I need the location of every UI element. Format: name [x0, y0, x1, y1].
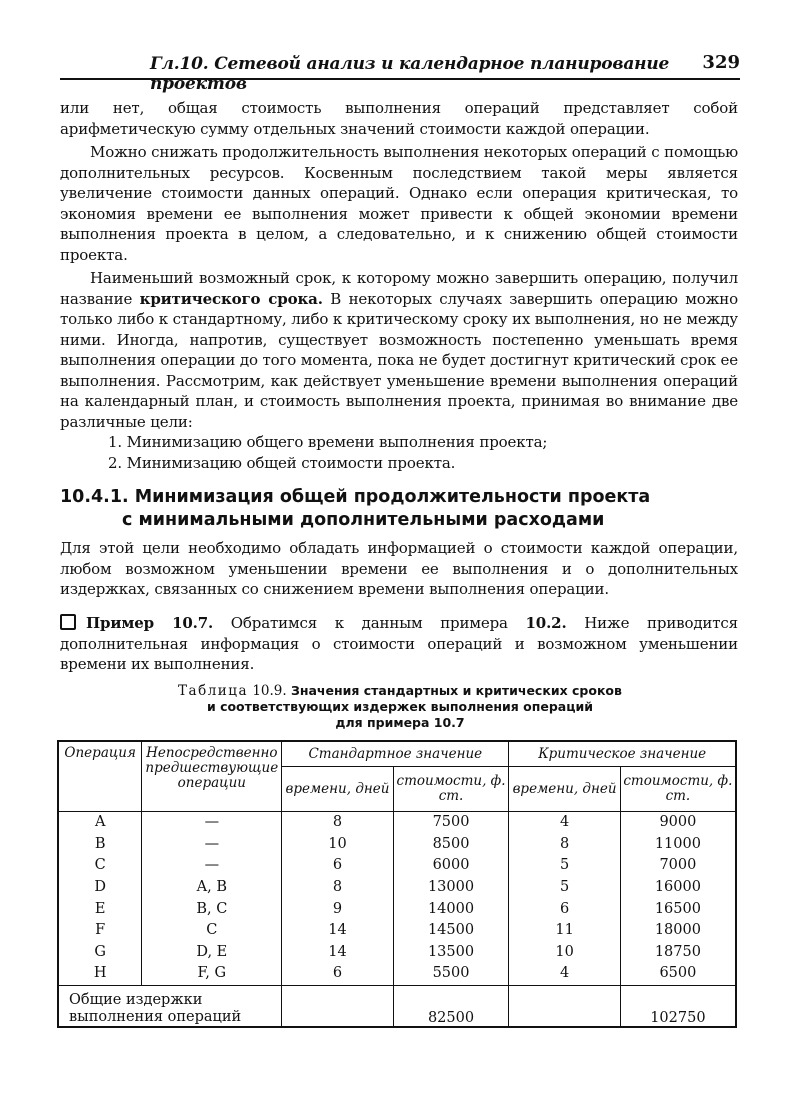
term-critical-deadline: критического срока. [139, 289, 323, 308]
running-header [60, 52, 740, 94]
table-row [58, 920, 736, 942]
table-row [58, 877, 736, 899]
cell-operation: B [58, 834, 142, 856]
total-label-line2: выполнения операций [69, 1008, 242, 1025]
cell-operation: E [58, 898, 142, 920]
cell-crit-time: 6 [509, 898, 620, 920]
example-paragraph [60, 613, 738, 675]
cell-std-time: 9 [282, 898, 393, 920]
table-row [58, 855, 736, 877]
header-critical: Критическое значение [509, 741, 736, 767]
cell-crit-cost: 6500 [620, 963, 736, 985]
cell-empty [509, 985, 620, 1027]
table-row [58, 942, 736, 964]
paragraph-2: Можно снижать продолжительность выполнения некоторых операций с помощью дополнительных ресурсов. Косвенным последствием такой меры является увеличение стоимости данных операций. Однако если операция критическая, то экономия времени ее выполнения может привести к общей экономии времени выполнения проекта в целом, а следовательно, и к снижению общей стоимости проекта. [60, 143, 738, 264]
table-header-row [58, 741, 736, 767]
cell-operation: C [58, 855, 142, 877]
cell-crit-cost: 18000 [620, 920, 736, 942]
table-row [58, 834, 736, 856]
header-predecessors: Непосредственно предшествующие операции [142, 741, 282, 812]
cell-operation: D [58, 877, 142, 899]
total-crit-cost: 102750 [620, 985, 736, 1027]
cell-crit-time: 4 [509, 812, 620, 834]
header-standard: Стандартное значение [282, 741, 509, 767]
table-row [58, 963, 736, 985]
header-crit-cost: стоимости, ф. ст. [620, 767, 736, 812]
chapter-title: Гл.10. Сетевой анализ и календарное планирование проектов [150, 54, 670, 94]
cell-std-cost: 7500 [393, 812, 509, 834]
cell-operation: A [58, 812, 142, 834]
caption-line2: и соответствующих издержек выполнения операций [206, 699, 594, 714]
paragraph-3-start: Наименьший возможный срок, к которому можно завершить операцию, получил название [60, 269, 738, 308]
example-box-icon [60, 614, 76, 630]
paragraph-1: или нет, общая стоимость выполнения операций представляет собой арифметическую сумму отдельных значений стоимости каждой операции. [60, 99, 738, 138]
page-number: 329 [702, 52, 740, 73]
cell-std-time: 8 [282, 812, 393, 834]
header-std-time: времени, дней [282, 767, 393, 812]
cell-crit-cost: 16000 [620, 877, 736, 899]
cell-crit-cost: 11000 [620, 834, 736, 856]
cell-std-cost: 8500 [393, 834, 509, 856]
table-total-row [58, 985, 736, 1027]
total-label-line1: Общие издержки [69, 991, 203, 1008]
section-heading [60, 486, 740, 532]
cell-crit-time: 8 [509, 834, 620, 856]
cell-predecessors: D, E [142, 942, 282, 964]
cell-std-time: 14 [282, 942, 393, 964]
data-table [57, 740, 737, 1028]
cell-predecessors: A, B [142, 877, 282, 899]
total-std-cost: 82500 [393, 985, 509, 1027]
cell-std-time: 6 [282, 963, 393, 985]
header-std-cost: стоимости, ф. ст. [393, 767, 509, 812]
cell-crit-cost: 18750 [620, 942, 736, 964]
example-label: Пример 10.7. [86, 614, 214, 632]
paragraph-3 [60, 268, 738, 432]
example-ref: 10.2. [525, 614, 567, 632]
cell-crit-time: 11 [509, 920, 620, 942]
section-heading-line2: с минимальными дополнительными расходами [122, 510, 605, 530]
table-row [58, 898, 736, 920]
goals-list [60, 432, 738, 473]
paragraph-3-end: В некоторых случаях завершить операцию можно только либо к стандартному, либо к критическому сроку их выполнения, но не между ними. Иногда, напротив, существует возможность постепенно уменьшать время выполнения операции до того момента, пока не будет достигнут критический срок ее выполнения. Рассмотрим, как действует уменьшение времени выполнения операций на календарный план, и стоимость выполнения проекта, принимая во внимание две различные цели: [60, 289, 738, 431]
caption-line1: Значения стандартных и критических сроков [290, 683, 622, 698]
header-operation: Операция [58, 741, 142, 812]
cell-crit-time: 10 [509, 942, 620, 964]
cell-operation: G [58, 942, 142, 964]
total-label [58, 985, 282, 1027]
section-paragraph: Для этой цели необходимо обладать информацией о стоимости каждой операции, любом возможном уменьшении времени ее выполнения и о дополнительных издержках, связанных со снижением времени выполнения операции. [60, 539, 738, 598]
caption-number: 10.9. [252, 683, 287, 699]
cell-predecessors: — [142, 855, 282, 877]
cell-predecessors: F, G [142, 963, 282, 985]
caption-line3: для примера 10.7 [335, 715, 465, 730]
section-heading-line1: 10.4.1. Минимизация общей продолжительности проекта [60, 487, 651, 507]
cell-std-time: 6 [282, 855, 393, 877]
cell-predecessors: — [142, 834, 282, 856]
cell-crit-time: 5 [509, 855, 620, 877]
cell-crit-cost: 9000 [620, 812, 736, 834]
cell-std-cost: 13000 [393, 877, 509, 899]
cell-crit-cost: 16500 [620, 898, 736, 920]
cell-std-time: 8 [282, 877, 393, 899]
list-item: 1. Минимизацию общего времени выполнения проекта; [108, 433, 548, 451]
cell-std-cost: 14000 [393, 898, 509, 920]
cell-crit-cost: 7000 [620, 855, 736, 877]
cell-std-cost: 6000 [393, 855, 509, 877]
example-text [60, 613, 738, 675]
table-row [58, 812, 736, 834]
table-caption [0, 683, 800, 731]
cell-predecessors: — [142, 812, 282, 834]
header-crit-time: времени, дней [509, 767, 620, 812]
caption-prefix: Таблица [178, 683, 249, 699]
cell-operation: H [58, 963, 142, 985]
example-text-start: Обратимся к данным примера [213, 614, 526, 632]
cell-std-cost: 14500 [393, 920, 509, 942]
section-text [60, 538, 738, 600]
cell-std-cost: 13500 [393, 942, 509, 964]
cell-std-time: 14 [282, 920, 393, 942]
example-text-end: Ниже приводится дополнительная информация о стоимости операций и возможном уменьшении времени их выполнения. [60, 614, 738, 673]
cell-crit-time: 4 [509, 963, 620, 985]
cell-predecessors: B, C [142, 898, 282, 920]
intro-text [60, 98, 738, 473]
cell-empty [282, 985, 393, 1027]
cell-std-cost: 5500 [393, 963, 509, 985]
list-item: 2. Минимизацию общей стоимости проекта. [108, 453, 456, 472]
cell-std-time: 10 [282, 834, 393, 856]
cell-predecessors: C [142, 920, 282, 942]
cell-crit-time: 5 [509, 877, 620, 899]
cell-operation: F [58, 920, 142, 942]
